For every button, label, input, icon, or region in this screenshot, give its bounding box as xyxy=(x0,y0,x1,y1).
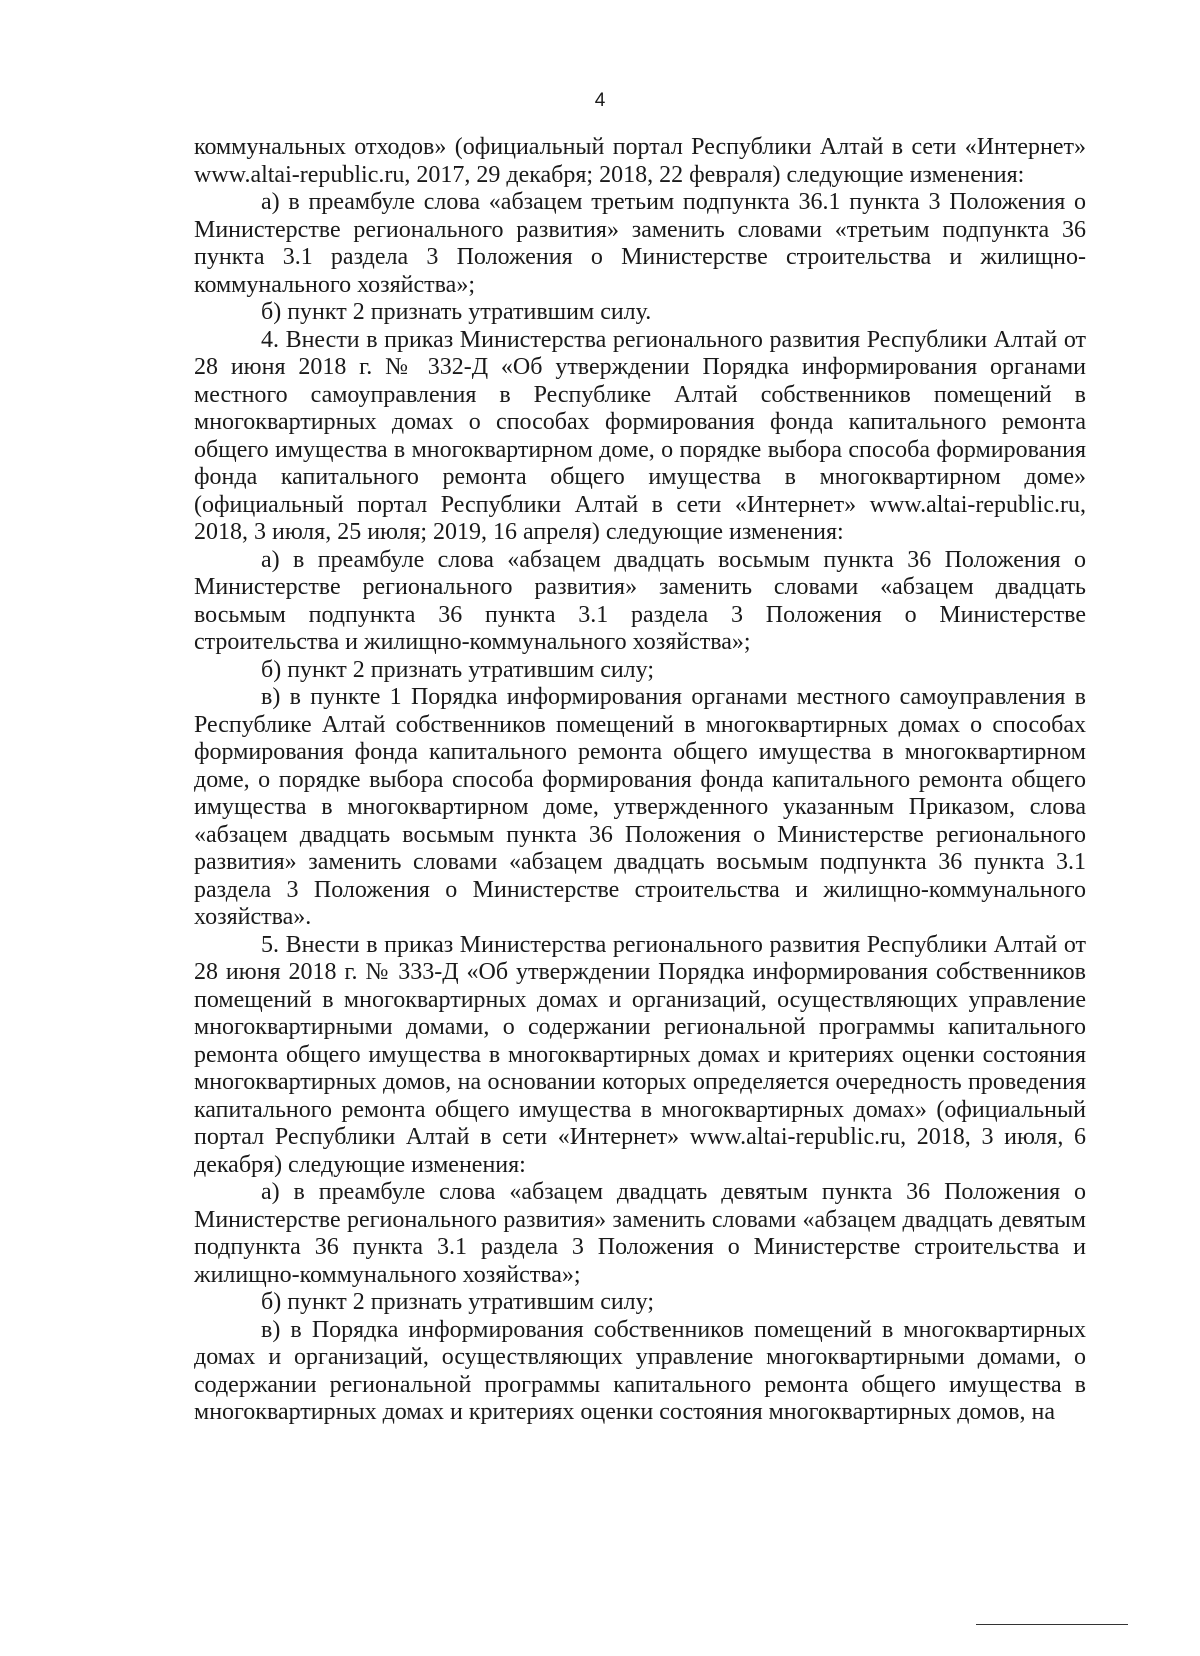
paragraph-item-5: 5. Внести в приказ Министерства регионального развития Республики Алтай от 28 июня 2018 г. № 333-Д «Об утверждении Порядка информирования собственников помещений в многоквартирных домах и организаций, осуществляющих управление многоквартирными домами, о содержании региональной программы капитального ремонта общего имущества в многоквартирных домах и критериях оценки состояния многоквартирных домов, на основании которых определяется очередность проведения капитального ремонта общего имущества в многоквартирных домах» (официальный портал Республики Алтай в сети «Интернет» www.altai-republic.ru, 2018, 3 июля, 6 декабря) следующие изменения: xyxy=(194,931,1086,1178)
paragraph-item-4a: а) в преамбуле слова «абзацем двадцать восьмым пункта 36 Положения о Министерстве регионального развития» заменить словами «абзацем двадцать восьмым подпункта 36 пункта 3.1 раздела 3 Положения о Министерстве строительства и жилищно-коммунального хозяйства»; xyxy=(194,546,1086,655)
paragraph-item-3b: б) пункт 2 признать утратившим силу. xyxy=(261,299,652,325)
paragraph-item-5c: в) в Порядка информирования собственников помещений в многоквартирных домах и организаций, осуществляющих управление многоквартирными домами, о содержании региональной программы капитального ремонта общего имущества в многоквартирных домах и критериях оценки состояния многоквартирных домов, на xyxy=(194,1316,1086,1425)
paragraph-item-5b: б) пункт 2 признать утратившим силу; xyxy=(261,1289,655,1315)
footer-rule xyxy=(976,1624,1128,1625)
paragraph-item-4b: б) пункт 2 признать утратившим силу; xyxy=(261,656,655,683)
paragraph-item-3a: а) в преамбуле слова «абзацем третьим подпункта 36.1 пункта 3 Положения о Министерстве регионального развития» заменить словами «третьим подпункта 36 пункта 3.1 раздела 3 Положения о Министерстве строительства и жилищно-коммунального хозяйства»; xyxy=(194,189,1086,298)
paragraph-item-4: 4. Внести в приказ Министерства регионального развития Республики Алтай от 28 июня 2018 г. № 332-Д «Об утверждении Порядка информирования органами местного самоуправления в Республике Алтай собственников помещений в многоквартирных домах о способах формирования фонда капитального ремонта общего имущества в многоквартирном доме, о порядке выбора способа формирования фонда капитального ремонта общего имущества в многоквартирном доме» (официальный портал Республики Алтай в сети «Интернет» www.altai-republic.ru, 2018, 3 июля, 25 июля; 2019, 16 апреля) следующие изменения: xyxy=(194,326,1086,545)
paragraph-item-5a: а) в преамбуле слова «абзацем двадцать девятым пункта 36 Положения о Министерстве регионального развития» заменить словами «абзацем двадцать девятым подпункта 36 пункта 3.1 раздела 3 Положения о Министерстве строительства и жилищно-коммунального хозяйства»; xyxy=(194,1179,1086,1288)
page-number: 4 xyxy=(594,90,606,111)
paragraph-item-4c: в) в пункте 1 Порядка информирования органами местного самоуправления в Республике Алтай собственников помещений в многоквартирных домах о способах формирования фонда капитального ремонта общего имущества в многоквартирном доме, о порядке выбора способа формирования фонда капитального ремонта общего имущества в многоквартирном доме, утвержденного указанным Приказом, слова «абзацем двадцать восьмым пункта 36 Положения о Министерстве регионального развития» заменить словами «абзацем двадцать восьмым подпункта 36 пункта 3.1 раздела 3 Положения о Министерстве строительства и жилищно-коммунального хозяйства». xyxy=(194,684,1086,930)
paragraph-continuation: коммунальных отходов» (официальный портал Республики Алтай в сети «Интернет» www.altai-republic.ru, 2017, 29 декабря; 2018, 22 февраля) следующие изменения: xyxy=(194,134,1086,188)
document-body xyxy=(194,134,1086,1427)
